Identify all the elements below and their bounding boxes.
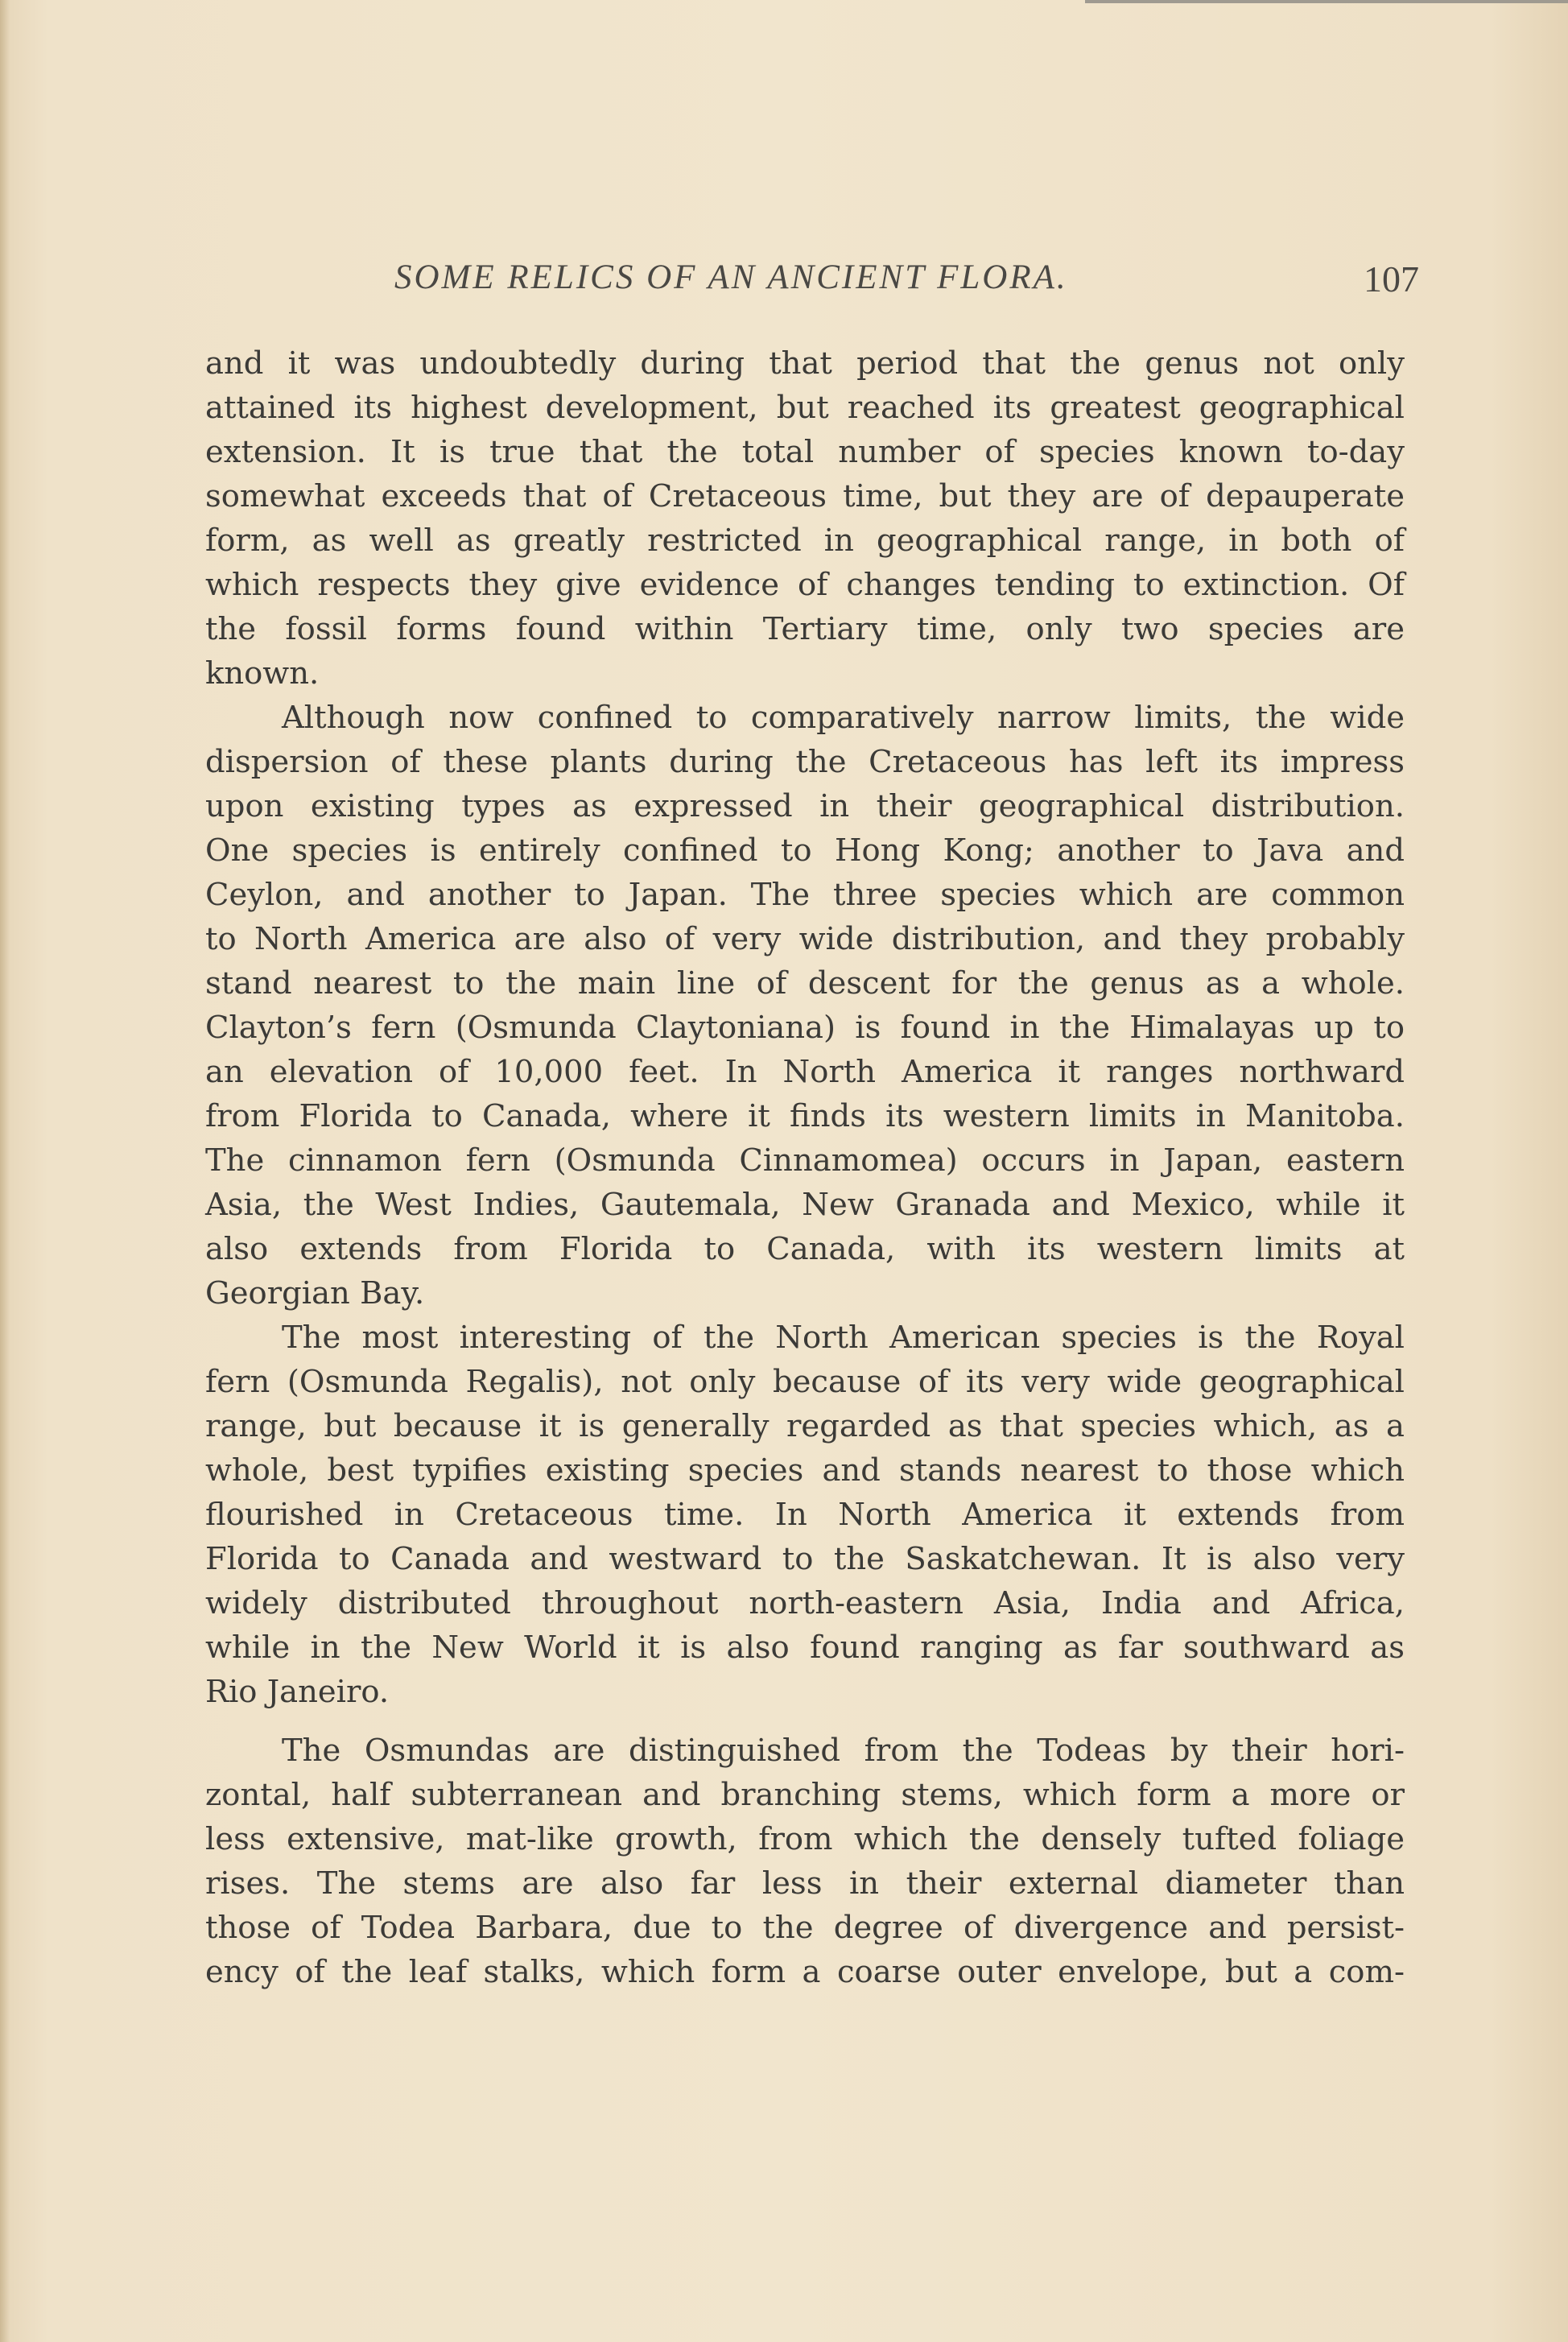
text-line: while in the New World it is also found ranging as far southward as: [205, 1629, 1405, 1666]
text-line: less extensive, mat-like growth, from which the densely tufted foliage: [205, 1821, 1405, 1857]
paragraph-2: [205, 696, 1405, 1316]
text-line: somewhat exceeds that of Cretaceous time, but they are of depauperate: [205, 478, 1405, 514]
text-line: fern (Osmunda Regalis), not only because of its very wide geographical: [205, 1364, 1405, 1400]
paragraph-3: [205, 1316, 1405, 1714]
text-line: Florida to Canada and westward to the Saskatchewan. It is also very: [205, 1541, 1405, 1577]
text-line: Clayton’s fern (Osmunda Claytoniana) is found in the Himalayas up to: [205, 1010, 1405, 1046]
text-line: ency of the leaf stalks, which form a coarse outer envelope, but a com-: [205, 1954, 1405, 1990]
text-line: which respects they give evidence of changes tending to extinction. Of: [205, 567, 1405, 603]
text-line: known.: [205, 655, 320, 692]
text-line: Although now confined to comparatively narrow limits, the wide: [282, 700, 1405, 736]
text-line: The Osmundas are distinguished from the Todeas by their hori-: [282, 1733, 1405, 1769]
text-line: Rio Janeiro.: [205, 1674, 390, 1710]
text-line: stand nearest to the main line of descent for the genus as a whole.: [205, 965, 1405, 1002]
text-line: and it was undoubtedly during that period that the genus not only: [205, 345, 1405, 382]
text-line: whole, best typifies existing species and stands nearest to those which: [205, 1452, 1405, 1489]
paragraph-gap: [205, 1714, 1405, 1729]
paragraph-1: [205, 341, 1405, 696]
running-head: [205, 258, 1419, 306]
text-line: flourished in Cretaceous time. In North America it extends from: [205, 1497, 1405, 1533]
text-line: from Florida to Canada, where it finds its western limits in Manitoba.: [205, 1098, 1405, 1134]
paragraph-4: [205, 1729, 1405, 1994]
top-edge-shadow: [1085, 0, 1568, 3]
text-line: an elevation of 10,000 feet. In North America it ranges northward: [205, 1054, 1405, 1090]
text-line: dispersion of these plants during the Cretaceous has left its impress: [205, 744, 1405, 780]
text-line: Georgian Bay.: [205, 1275, 425, 1311]
text-line: rises. The stems are also far less in their external diameter than: [205, 1865, 1405, 1902]
text-line: The cinnamon fern (Osmunda Cinnamomea) occurs in Japan, eastern: [205, 1142, 1405, 1179]
text-line: widely distributed throughout north-eastern Asia, India and Africa,: [205, 1585, 1405, 1621]
page-number: 107: [1364, 258, 1419, 299]
text-line: upon existing types as expressed in their geographical distribution.: [205, 788, 1405, 824]
text-line: One species is entirely confined to Hong Kong; another to Java and: [205, 832, 1405, 869]
text-line: the fossil forms found within Tertiary time, only two species are: [205, 611, 1405, 647]
text-line: The most interesting of the North American species is the Royal: [282, 1320, 1405, 1356]
running-title: SOME RELICS OF AN ANCIENT FLORA.: [394, 258, 1068, 296]
text-line: those of Todea Barbara, due to the degree of divergence and persist-: [205, 1910, 1405, 1946]
text-line: form, as well as greatly restricted in geographical range, in both of: [205, 523, 1405, 559]
page-binding-edge: [0, 0, 10, 2342]
body-text: [205, 341, 1405, 1994]
text-line: Asia, the West Indies, Gautemala, New Granada and Mexico, while it: [205, 1187, 1405, 1223]
text-line: extension. It is true that the total number of species known to-day: [205, 434, 1405, 470]
text-line: to North America are also of very wide distribution, and they probably: [205, 921, 1405, 957]
text-line: zontal, half subterranean and branching stems, which form a more or: [205, 1777, 1405, 1813]
text-line: attained its highest development, but reached its greatest geographical: [205, 390, 1405, 426]
text-line: range, but because it is generally regarded as that species which, as a: [205, 1408, 1405, 1444]
text-line: also extends from Florida to Canada, with its western limits at: [205, 1231, 1405, 1267]
text-line: Ceylon, and another to Japan. The three species which are common: [205, 877, 1405, 913]
